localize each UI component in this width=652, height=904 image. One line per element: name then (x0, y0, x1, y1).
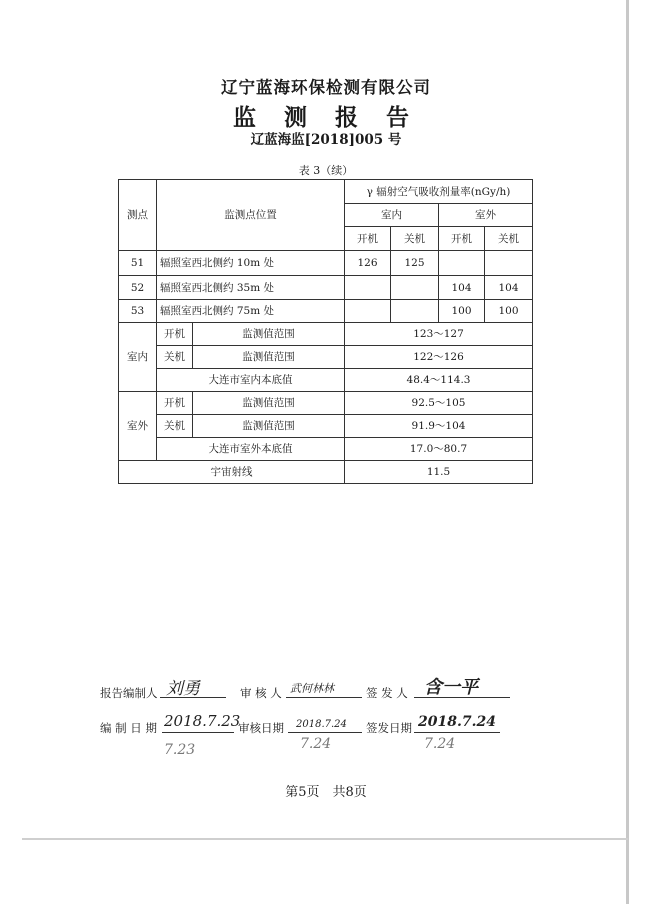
outdoor-off-range: 91.9～104 (345, 415, 533, 438)
page-number: 第5页 共8页 (285, 785, 367, 800)
review-date-underline (288, 732, 362, 733)
outdoor-off-range-label: 监测值范围 (193, 415, 345, 438)
reviewer-label: 审 核 人 (240, 686, 282, 700)
reviewer-underline (286, 697, 362, 698)
compile-date-underline (162, 732, 234, 733)
indoor-on-range: 123～127 (345, 323, 533, 346)
outdoor-off-value: 104 (485, 276, 533, 300)
header-indoor-off: 关机 (391, 227, 439, 251)
outdoor-on-value: 104 (439, 276, 485, 300)
issue-date-label: 签发日期 (366, 721, 412, 735)
point-id: 51 (119, 251, 157, 276)
point-id: 52 (119, 276, 157, 300)
extra-date-issue: 7.24 (424, 736, 456, 752)
cosmic-ray-label: 宇宙射线 (119, 461, 345, 484)
header-location: 监测点位置 (157, 180, 345, 251)
indoor-on-value (345, 276, 391, 300)
indoor-off-value (391, 300, 439, 323)
outdoor-on-label: 开机 (157, 392, 193, 415)
reviewer-signature: 武何林林 (290, 682, 334, 695)
report-title: 监 测 报 告 (232, 104, 420, 131)
indoor-on-range-label: 监测值范围 (193, 323, 345, 346)
indoor-background-value: 48.4～114.3 (345, 369, 533, 392)
outdoor-off-value: 100 (485, 300, 533, 323)
indoor-off-value (391, 276, 439, 300)
header-point: 测点 (119, 180, 157, 251)
point-location: 辐照室西北侧约 35m 处 (157, 276, 345, 300)
outdoor-on-value: 100 (439, 300, 485, 323)
compiler-signature: 刘勇 (166, 679, 200, 699)
indoor-off-range-label: 监测值范围 (193, 346, 345, 369)
indoor-background-label: 大连市室内本底值 (157, 369, 345, 392)
point-location: 辐照室西北侧约 75m 处 (157, 300, 345, 323)
indoor-off-range: 122～126 (345, 346, 533, 369)
outdoor-on-range-label: 监测值范围 (193, 392, 345, 415)
header-indoor: 室内 (345, 204, 439, 227)
indoor-on-label: 开机 (157, 323, 193, 346)
review-date: 2018.7.24 (296, 719, 347, 730)
issuer-label: 签 发 人 (366, 686, 408, 700)
outdoor-off-value (485, 251, 533, 276)
outdoor-background-label: 大连市室外本底值 (157, 438, 345, 461)
outdoor-on-value (439, 251, 485, 276)
cosmic-ray-value: 11.5 (345, 461, 533, 484)
point-id: 53 (119, 300, 157, 323)
company-name: 辽宁蓝海环保检测有限公司 (221, 78, 431, 97)
extra-date-review: 7.24 (300, 736, 332, 752)
header-indoor-on: 开机 (345, 227, 391, 251)
table-row (119, 251, 533, 276)
indoor-group-label: 室内 (119, 323, 157, 392)
outdoor-off-label: 关机 (157, 415, 193, 438)
issue-date-underline (414, 732, 500, 733)
issuer-signature: 含一平 (424, 677, 478, 698)
indoor-on-value (345, 300, 391, 323)
header-outdoor-on: 开机 (439, 227, 485, 251)
indoor-off-label: 关机 (157, 346, 193, 369)
page-edge-bottom (22, 838, 628, 840)
outdoor-background-value: 17.0～80.7 (345, 438, 533, 461)
table-row (119, 276, 533, 300)
table-row (119, 300, 533, 323)
compiler-label: 报告编制人 (100, 686, 158, 700)
report-number: 辽蓝海监[2018]005 号 (250, 132, 402, 148)
indoor-off-value: 125 (391, 251, 439, 276)
outdoor-on-range: 92.5～105 (345, 392, 533, 415)
measurement-table (118, 179, 533, 484)
review-date-label: 审核日期 (238, 721, 284, 735)
header-dose-rate: γ 辐射空气吸收剂量率(nGy/h) (345, 180, 533, 204)
outdoor-group-label: 室外 (119, 392, 157, 461)
extra-date-compile: 7.23 (164, 742, 196, 758)
header-outdoor-off: 关机 (485, 227, 533, 251)
compile-date: 2018.7.23 (164, 712, 241, 730)
issue-date: 2018.7.24 (418, 714, 496, 730)
indoor-on-value: 126 (345, 251, 391, 276)
point-location: 辐照室西北侧约 10m 处 (157, 251, 345, 276)
table-caption: 表 3（续） (298, 164, 354, 177)
compile-date-label: 编 制 日 期 (100, 721, 157, 735)
header-outdoor: 室外 (439, 204, 533, 227)
